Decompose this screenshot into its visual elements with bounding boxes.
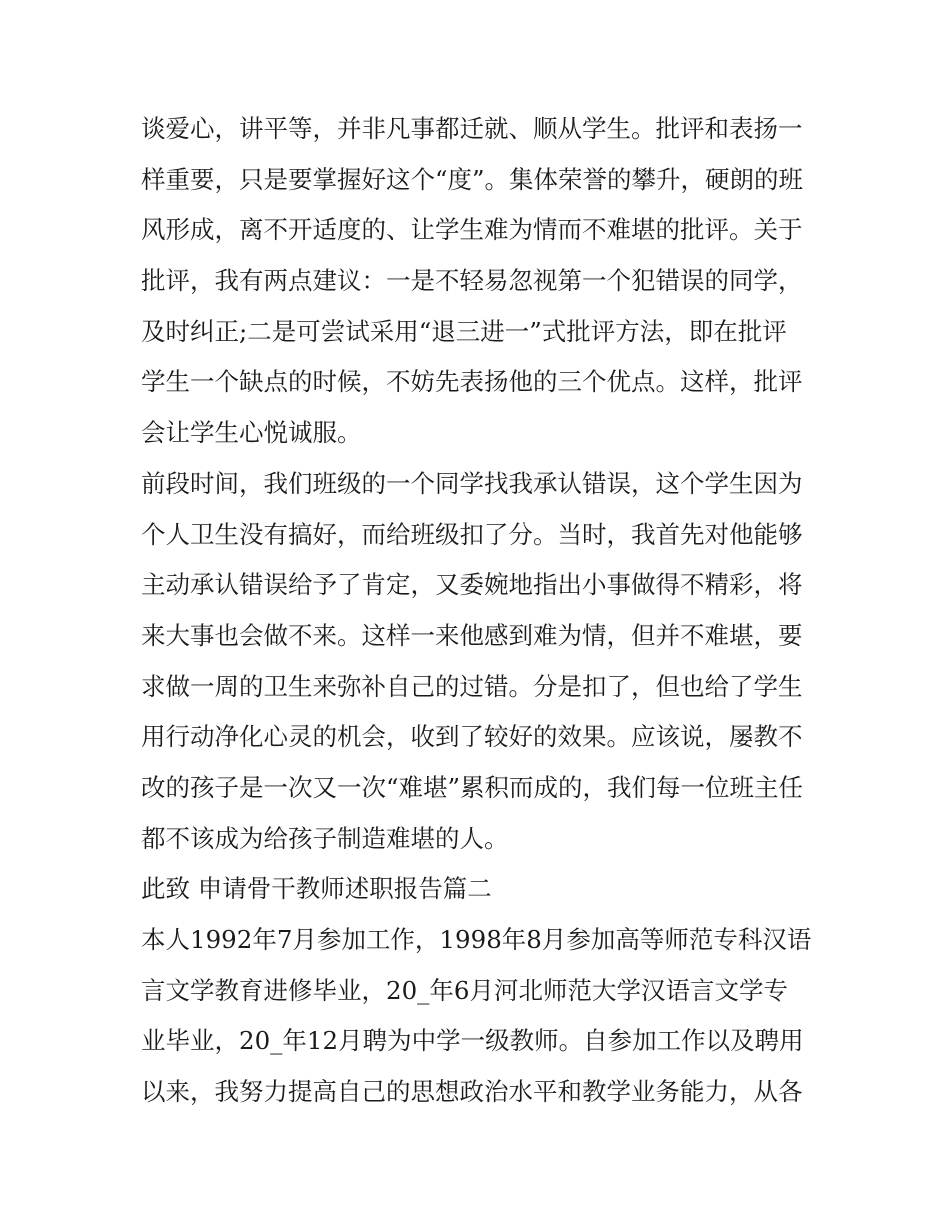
text-line: 及时纠正;二是可尝试采用“退三进一”式批评方法，即在批评 bbox=[141, 316, 787, 346]
text-line: 都不该成为给孩子制造难堪的人。 bbox=[141, 823, 509, 853]
text-line: 样重要，只是要掌握好这个“度”。集体荣誉的攀升，硬朗的班 bbox=[141, 164, 804, 194]
text-line: 言文学教育进修毕业，20_年6月河北师范大学汉语言文学专 bbox=[141, 975, 789, 1005]
text-line: 会让学生心悦诚服。 bbox=[141, 418, 362, 448]
document-body-text bbox=[141, 104, 821, 1118]
text-line: 业毕业，20_年12月聘为中学一级教师。自参加工作以及聘用 bbox=[141, 1026, 804, 1056]
text-line: 谈爱心，讲平等，并非凡事都迁就、顺从学生。批评和表扬一 bbox=[141, 114, 803, 143]
text-line: 来大事也会做不来。这样一来他感到难为情，但并不难堪，要 bbox=[141, 620, 803, 650]
section-heading-line: 此致 申请骨干教师述职报告篇二 bbox=[141, 874, 492, 904]
text-line: 批评，我有两点建议：一是不轻易忽视第一个犯错误的同学， bbox=[141, 266, 803, 296]
text-line: 主动承认错误给予了肯定，又委婉地指出小事做得不精彩，将 bbox=[141, 570, 803, 600]
text-line: 本人1992年7月参加工作，1998年8月参加高等师范专科汉语 bbox=[141, 925, 812, 954]
text-line: 改的孩子是一次又一次“难堪”累积而成的，我们每一位班主任 bbox=[141, 772, 804, 802]
text-line: 前段时间，我们班级的一个同学找我承认错误，这个学生因为 bbox=[141, 468, 803, 498]
text-line: 风形成，离不开适度的、让学生难为情而不难堪的批评。关于 bbox=[141, 215, 803, 245]
text-line: 个人卫生没有搞好，而给班级扣了分。当时，我首先对他能够 bbox=[141, 519, 803, 549]
text-line: 学生一个缺点的时候，不妨先表扬他的三个优点。这样，批评 bbox=[141, 367, 803, 397]
text-line: 以来，我努力提高自己的思想政治水平和教学业务能力，从各 bbox=[141, 1077, 803, 1107]
text-line: 求做一周的卫生来弥补自己的过错。分是扣了，但也给了学生 bbox=[141, 671, 803, 701]
text-line: 用行动净化心灵的机会，收到了较好的效果。应该说，屡教不 bbox=[141, 722, 803, 752]
